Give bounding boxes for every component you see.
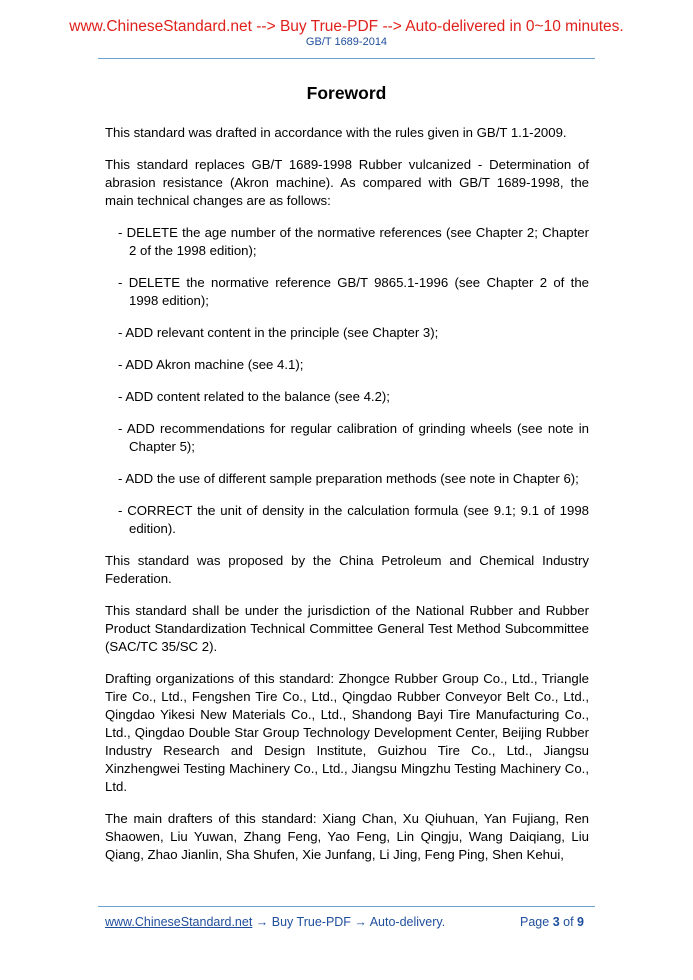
change-item: - ADD content related to the balance (see 4.2); <box>118 389 390 404</box>
jurisdiction-paragraph: This standard shall be under the jurisdiction of the National Rubber and Rubber Product Standardization Technical Committee General Test Method Subcommittee (SAC/TC 35/SC 2). <box>105 603 589 654</box>
footer-links <box>105 915 445 929</box>
footer-divider <box>98 906 595 907</box>
page-indicator <box>520 915 584 929</box>
of-word: of <box>563 915 574 929</box>
current-page-number: 3 <box>552 915 560 929</box>
promo-banner[interactable]: www.ChineseStandard.net --> Buy True-PDF --> Auto-delivered in 0~10 minutes. <box>69 18 624 35</box>
change-item: - DELETE the normative reference GB/T 9865.1-1996 (see Chapter 2 of the 1998 edition); <box>118 275 589 308</box>
footer-tail-text: → Buy True-PDF → Auto-delivery. <box>252 915 446 929</box>
document-code: GB/T 1689-2014 <box>305 36 388 48</box>
proposer-paragraph: This standard was proposed by the China Petroleum and Chemical Industry Federation. <box>105 553 589 586</box>
change-item: - ADD recommendations for regular calibration of grinding wheels (see note in Chapter 5); <box>118 421 589 454</box>
change-item: - ADD the use of different sample preparation methods (see note in Chapter 6); <box>118 471 579 486</box>
document-body <box>105 124 589 878</box>
change-item: - ADD Akron machine (see 4.1); <box>118 357 304 372</box>
change-item: - CORRECT the unit of density in the calculation formula (see 9.1; 9.1 of 1998 edition). <box>118 503 589 536</box>
page-title: Foreword <box>306 83 387 103</box>
technical-changes-list <box>105 224 589 538</box>
header-divider <box>98 58 595 59</box>
page-word: Page <box>520 915 550 929</box>
drafting-organizations-paragraph: Drafting organizations of this standard: Zhongce Rubber Group Co., Ltd., Triangle Tire Co., Ltd., Fengshen Tire Co., Ltd., Qingdao Rubber Conveyor Belt Co., Ltd., Qingdao Yikesi New Materials Co., Ltd., Shandong Bayi Tire Manufacturing Co., Ltd., Qingdao Double Star Group Technology Development Center, Beijing Rubber Industry Research and Design Institute, Guizhou Tire Co., Ltd., Jiangsu Xinzhengwei Testing Machinery Co., Ltd., Jiangsu Mingzhu Testing Machinery Co., Ltd. <box>105 671 589 794</box>
intro-paragraph: This standard was drafted in accordance with the rules given in GB/T 1.1-2009. <box>105 125 567 140</box>
total-pages-number: 9 <box>577 915 584 929</box>
change-item: - ADD relevant content in the principle (see Chapter 3); <box>118 325 439 340</box>
drafters-paragraph: The main drafters of this standard: Xiang Chan, Xu Qiuhuan, Yan Fujiang, Ren Shaowen, Liu Yuwan, Zhang Feng, Yao Feng, Lin Qingju, Wang Daiqiang, Liu Qiang, Zhao Jianlin, Sha Shufen, Xie Junfang, Li Jing, Feng Ping, Shen Kehui, <box>105 811 589 862</box>
change-item: - DELETE the age number of the normative references (see Chapter 2; Chapter 2 of the 1998 edition); <box>118 225 589 258</box>
footer-site-link[interactable]: www.ChineseStandard.net <box>105 915 253 929</box>
replacement-paragraph: This standard replaces GB/T 1689-1998 Rubber vulcanized - Determination of abrasion resistance (Akron machine). As compared with GB/T 1689-1998, the main technical changes are as follows: <box>105 157 589 208</box>
